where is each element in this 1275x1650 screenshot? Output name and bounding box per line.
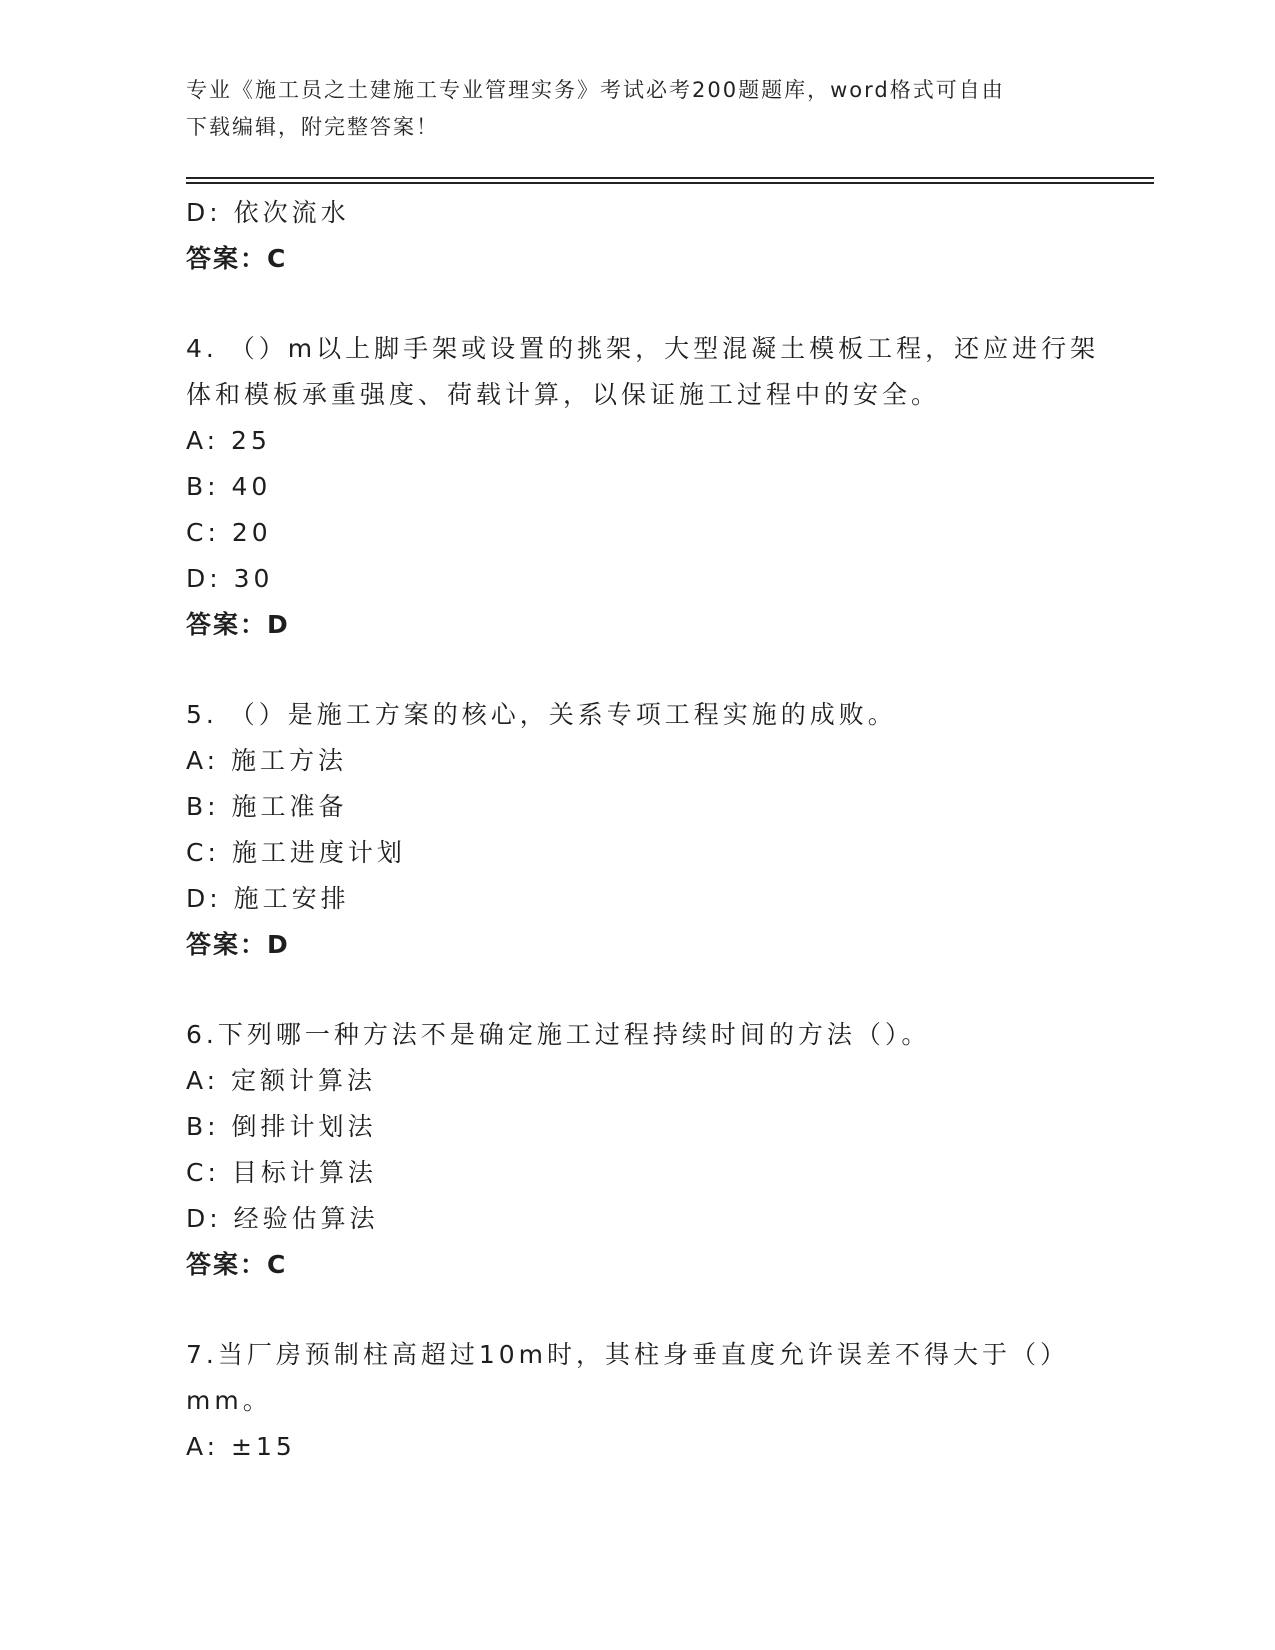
- header-rule-top: [186, 177, 1154, 179]
- question-text-line-1: 7.当厂房预制柱高超过10m时，其柱身垂直度允许误差不得大于（）: [186, 1340, 1070, 1369]
- question-3: [186, 190, 1126, 282]
- option-b: B: 40: [186, 472, 272, 501]
- option-a: A: 施工方法: [186, 746, 348, 775]
- option-d: D: 施工安排: [186, 884, 350, 913]
- option-d: D: 经验估算法: [186, 1204, 379, 1233]
- answer: 答案：D: [186, 610, 290, 639]
- header-rule-bottom: [186, 182, 1154, 184]
- option-d: D: 依次流水: [186, 198, 350, 227]
- answer: 答案：D: [186, 930, 290, 959]
- option-b: B: 施工准备: [186, 792, 348, 821]
- question-text-line-1: 4. （）m以上脚手架或设置的挑架，大型混凝土模板工程，还应进行架: [186, 334, 1100, 363]
- option-d: D: 30: [186, 564, 274, 593]
- question-text-line-1: 5. （）是施工方案的核心，关系专项工程实施的成败。: [186, 700, 897, 729]
- question-text-line-2: mm。: [186, 1386, 272, 1415]
- header-line-2: 下载编辑，附完整答案！: [186, 115, 439, 139]
- question-7: [186, 1332, 1126, 1470]
- option-a: A: ±15: [186, 1432, 296, 1461]
- answer: 答案：C: [186, 1250, 288, 1279]
- option-a: A: 定额计算法: [186, 1066, 377, 1095]
- option-c: C: 施工进度计划: [186, 838, 406, 867]
- option-c: C: 20: [186, 518, 272, 547]
- document-header: [186, 72, 1086, 146]
- question-4: [186, 326, 1126, 648]
- option-a: A: 25: [186, 426, 271, 455]
- question-5: [186, 692, 1126, 968]
- question-text-line-2: 体和模板承重强度、荷载计算，以保证施工过程中的安全。: [186, 380, 941, 409]
- question-6: [186, 1012, 1126, 1288]
- question-text-line-1: 6.下列哪一种方法不是确定施工过程持续时间的方法（）。: [186, 1020, 931, 1049]
- option-c: C: 目标计算法: [186, 1158, 377, 1187]
- header-line-1: 专业《施工员之土建施工专业管理实务》考试必考200题题库，word格式可自由: [186, 78, 1005, 102]
- option-b: B: 倒排计划法: [186, 1112, 377, 1141]
- answer: 答案：C: [186, 244, 288, 273]
- question-list: [186, 190, 1126, 1470]
